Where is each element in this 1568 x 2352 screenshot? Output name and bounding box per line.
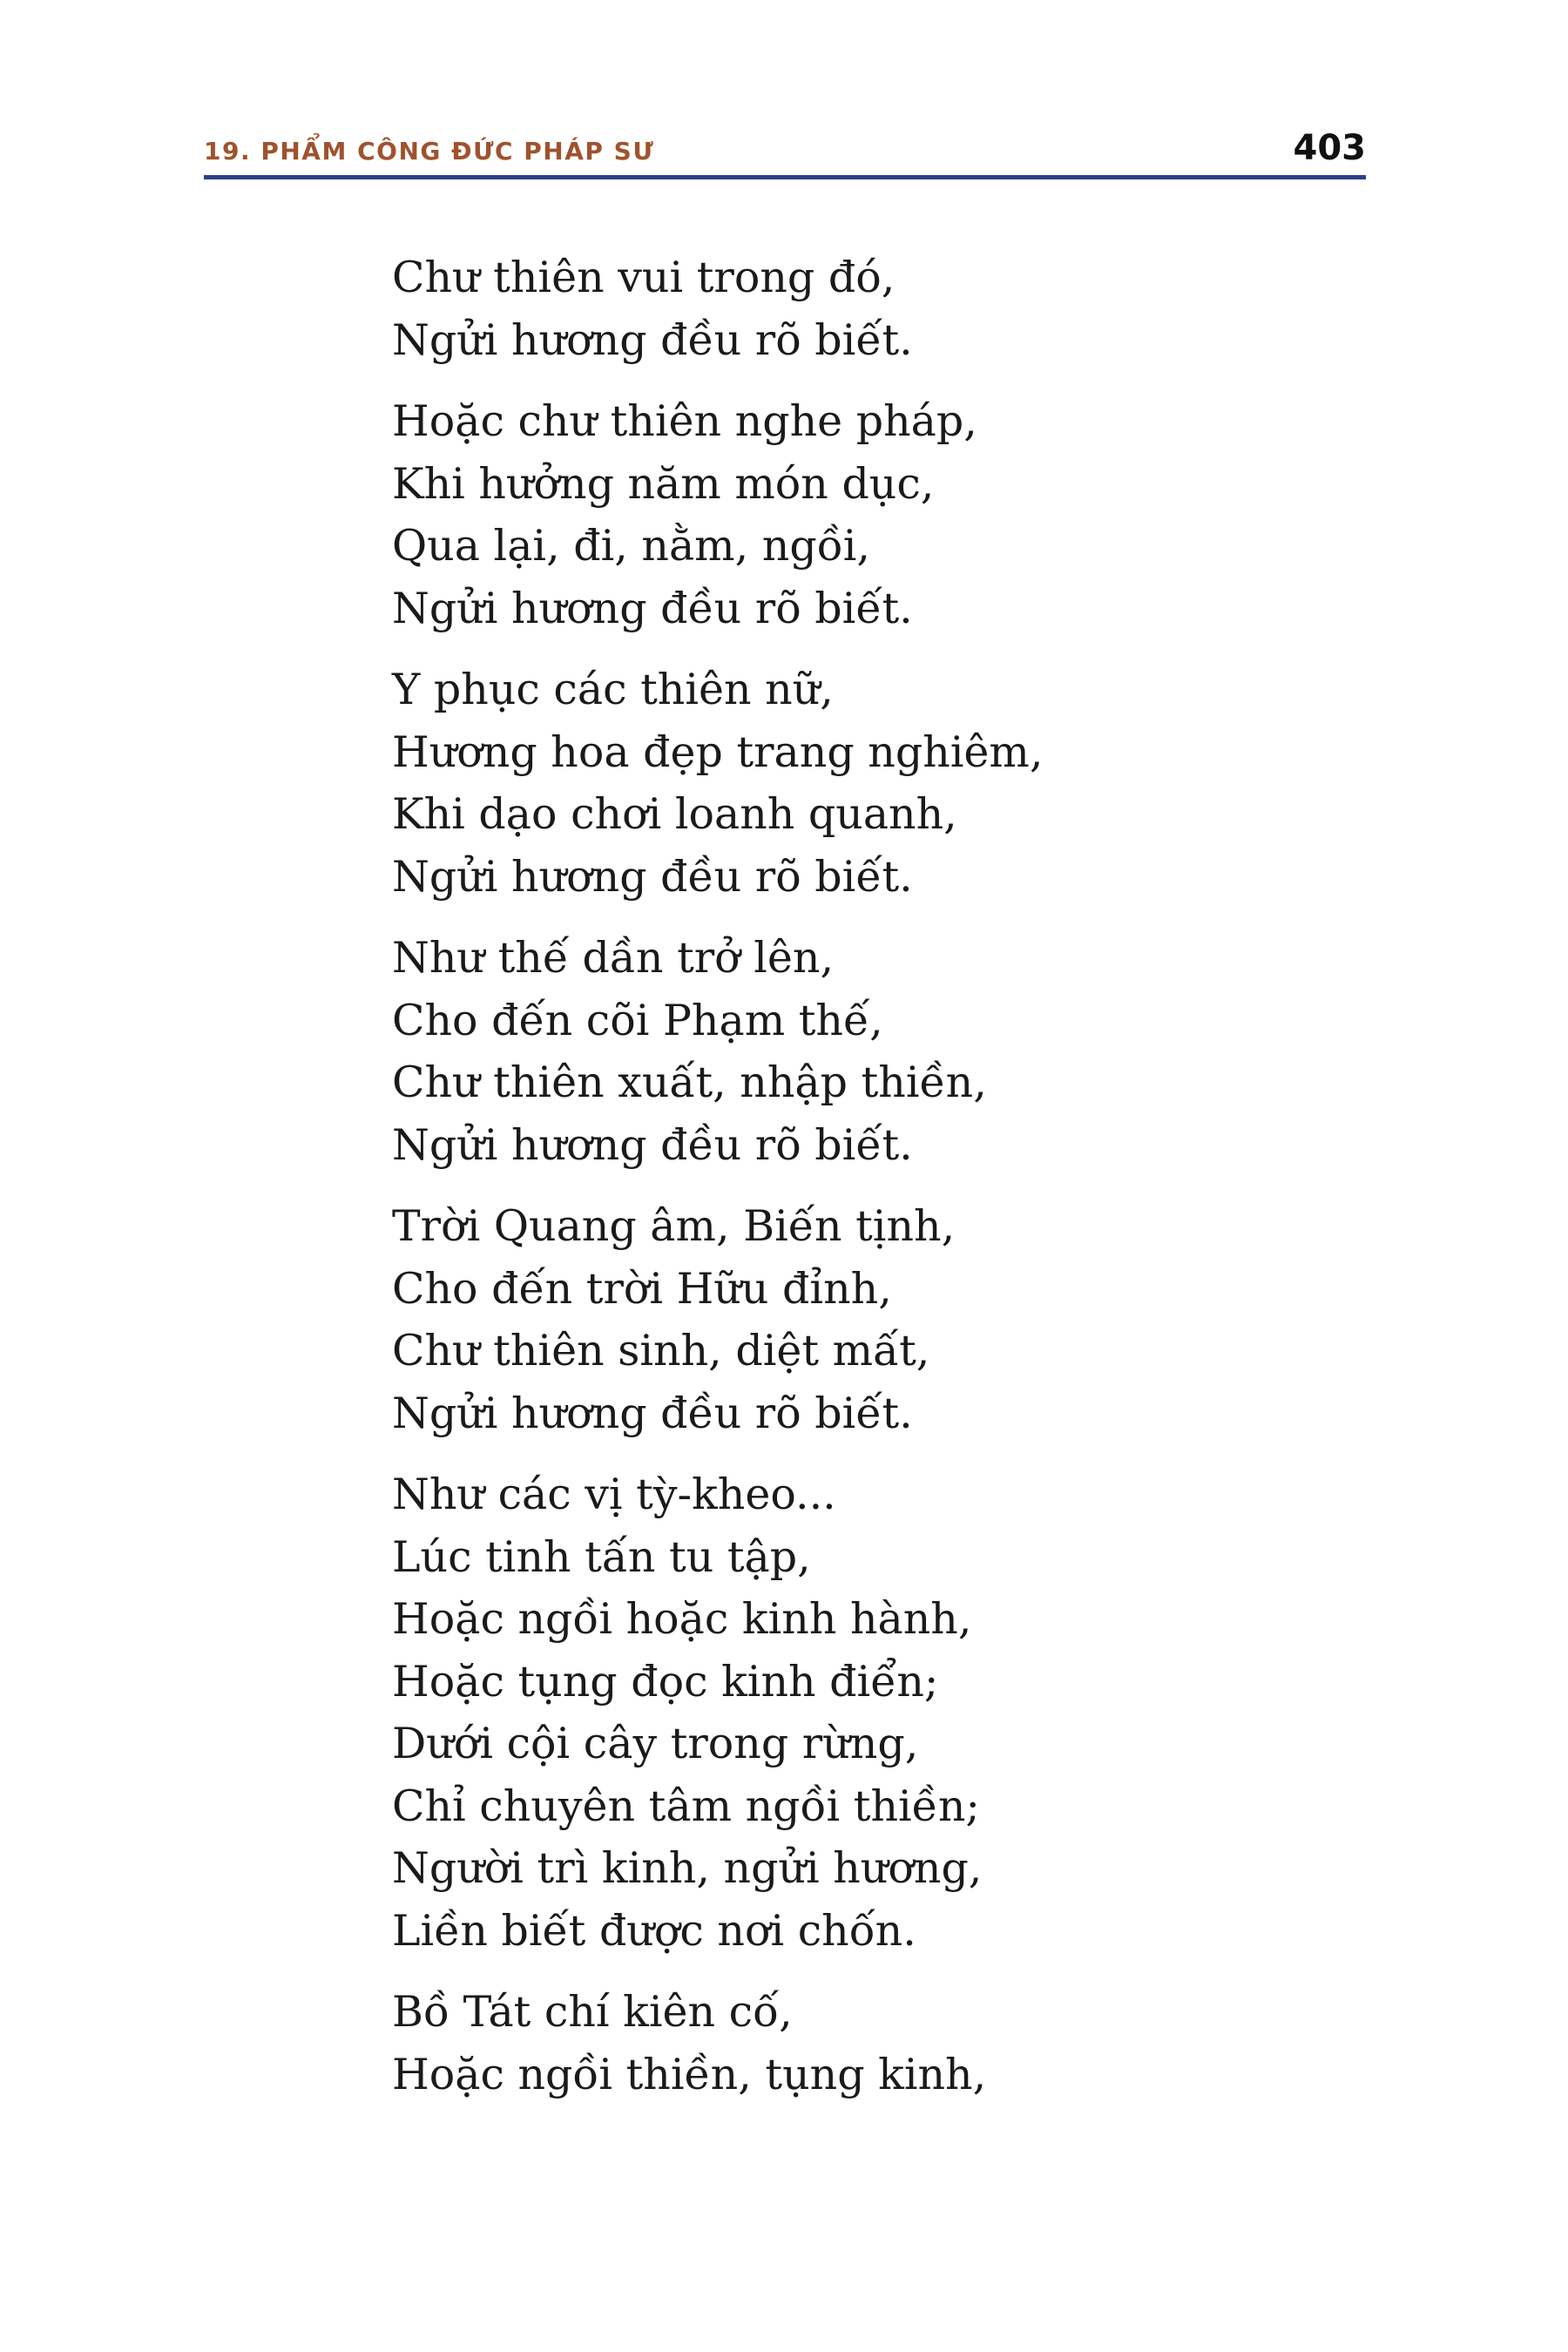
poem-line: Ngửi hương đều rõ biết. [392, 1119, 913, 1170]
poem-line: Ngửi hương đều rõ biết. [392, 851, 913, 902]
poem-line: Liền biết được nơi chốn. [392, 1905, 916, 1956]
poem-line: Chư thiên vui trong đó, [392, 253, 896, 302]
stanza-7 [392, 1981, 1043, 2105]
poem-line: Chỉ chuyên tâm ngồi thiền; [392, 1781, 980, 1831]
poem-line: Bồ Tát chí kiên cố, [392, 1987, 793, 2037]
stanza-6 [392, 1463, 1043, 1962]
poem-line: Khi hưởng năm món dục, [392, 458, 935, 509]
poem-line: Cho đến cõi Phạm thế, [392, 995, 883, 1045]
poem-line: Khi dạo chơi loanh quanh, [392, 789, 957, 839]
poem-line: Hoặc ngồi thiền, tụng kinh, [392, 2049, 987, 2099]
poem-line: Lúc tinh tấn tu tập, [392, 1531, 811, 1582]
poem-line: Như thế dần trở lên, [392, 933, 835, 983]
poem-line: Hương hoa đẹp trang nghiêm, [392, 727, 1044, 777]
poem-line: Trời Quang âm, Biến tịnh, [392, 1201, 956, 1251]
poem-line: Như các vị tỳ-kheo... [392, 1470, 836, 1519]
poem-line: Hoặc chư thiên nghe pháp, [392, 396, 977, 446]
chapter-title: 19. PHẨM CÔNG ĐỨC PHÁP SƯ [204, 137, 655, 166]
stanza-3 [392, 659, 1043, 908]
poem-line: Y phục các thiên nữ, [392, 665, 834, 714]
poem-line: Dưới cội cây trong rừng, [392, 1719, 919, 1768]
poem-line: Hoặc ngồi hoặc kinh hành, [392, 1594, 972, 1644]
stanza-4 [392, 927, 1043, 1176]
page-number: 403 [1293, 128, 1366, 168]
poem-line: Chư thiên sinh, diệt mất, [392, 1326, 930, 1375]
poem-line: Ngửi hương đều rõ biết. [392, 314, 913, 365]
header-rule [204, 175, 1366, 179]
stanza-5 [392, 1195, 1043, 1444]
poem-line: Ngửi hương đều rõ biết. [392, 1388, 913, 1438]
stanza-1 [392, 247, 1043, 371]
poem-line: Chư thiên xuất, nhập thiền, [392, 1058, 987, 1107]
poem-line: Hoặc tụng đọc kinh điển; [392, 1656, 939, 1707]
poem-line: Ngửi hương đều rõ biết. [392, 583, 913, 633]
poem-line: Người trì kinh, ngửi hương, [392, 1843, 983, 1893]
poem-line: Cho đến trời Hữu đỉnh, [392, 1263, 892, 1314]
poem-body [392, 247, 1043, 2125]
stanza-2 [392, 390, 1043, 639]
poem-line: Qua lại, đi, nằm, ngồi, [392, 521, 870, 571]
